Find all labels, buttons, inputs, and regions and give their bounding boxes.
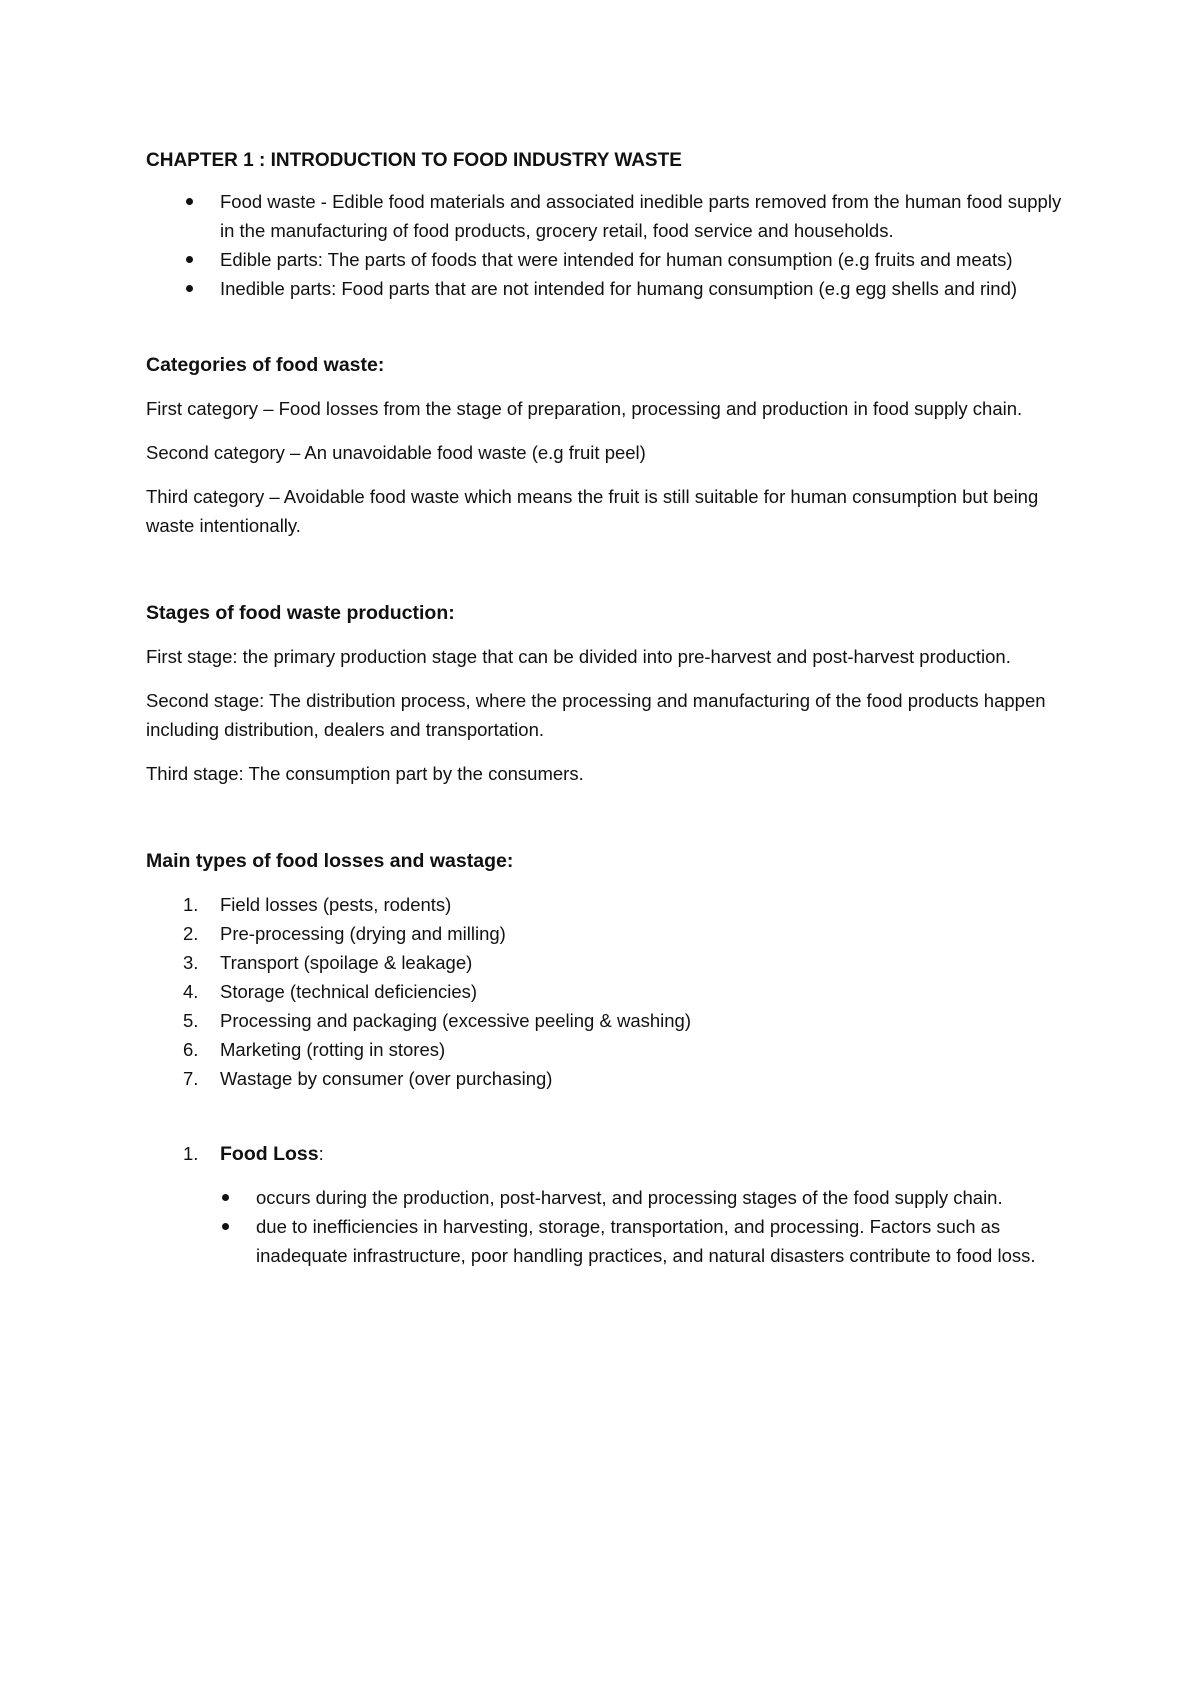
list-item: 3. Transport (spoilage & leakage) [183, 952, 473, 973]
list-item: 6. Marketing (rotting in stores) [183, 1039, 446, 1060]
food-loss-list [146, 1183, 1066, 1270]
stages-heading: Stages of food waste production: [146, 602, 455, 624]
definitions-list [146, 187, 1066, 303]
list-item: 5. Processing and packaging (excessive peeling & washing) [183, 1010, 691, 1031]
list-item: Food waste - Edible food materials and associated inedible parts removed from the human food supply in the manufacturing of food products, grocery retail, food service and households. [146, 187, 1066, 245]
stage-paragraph: Second stage: The distribution process, where the processing and manufacturing of the food products happen including distribution, dealers and transportation. [146, 690, 1046, 740]
category-paragraph: Third category – Avoidable food waste which means the fruit is still suitable for human consumption but being waste intentionally. [146, 486, 1039, 536]
category-paragraph: Second category – An unavoidable food waste (e.g fruit peel) [146, 442, 646, 463]
bullet-icon [186, 285, 193, 292]
bullet-icon [222, 1223, 229, 1230]
bullet-icon [186, 198, 193, 205]
food-loss-heading: 1. Food Loss: [183, 1143, 324, 1165]
list-item: 2. Pre-processing (drying and milling) [183, 923, 506, 944]
document-content [146, 146, 1066, 1270]
list-item: due to inefficiencies in harvesting, storage, transportation, and processing. Factors such as inadequate infrastructure, poor handling practices, and natural disasters contribute to food loss. [146, 1212, 1066, 1270]
list-item: 1. Field losses (pests, rodents) [183, 894, 452, 915]
list-item: Inedible parts: Food parts that are not intended for humang consumption (e.g egg shells and rind) [146, 274, 1066, 303]
list-item: 4. Storage (technical deficiencies) [183, 981, 478, 1002]
stage-paragraph: First stage: the primary production stage that can be divided into pre-harvest and post-harvest production. [146, 646, 1011, 667]
bullet-icon [222, 1194, 229, 1201]
chapter-title: CHAPTER 1 : INTRODUCTION TO FOOD INDUSTRY WASTE [146, 150, 682, 171]
types-list [146, 890, 1066, 1093]
list-item: occurs during the production, post-harvest, and processing stages of the food supply chain. [146, 1183, 1066, 1212]
types-heading: Main types of food losses and wastage: [146, 850, 514, 872]
list-item: 7. Wastage by consumer (over purchasing) [183, 1068, 553, 1089]
categories-heading: Categories of food waste: [146, 354, 385, 376]
bullet-icon [186, 256, 193, 263]
category-paragraph: First category – Food losses from the stage of preparation, processing and production in food supply chain. [146, 398, 1023, 419]
stage-paragraph: Third stage: The consumption part by the consumers. [146, 763, 584, 784]
list-item: Edible parts: The parts of foods that were intended for human consumption (e.g fruits and meats) [146, 245, 1066, 274]
